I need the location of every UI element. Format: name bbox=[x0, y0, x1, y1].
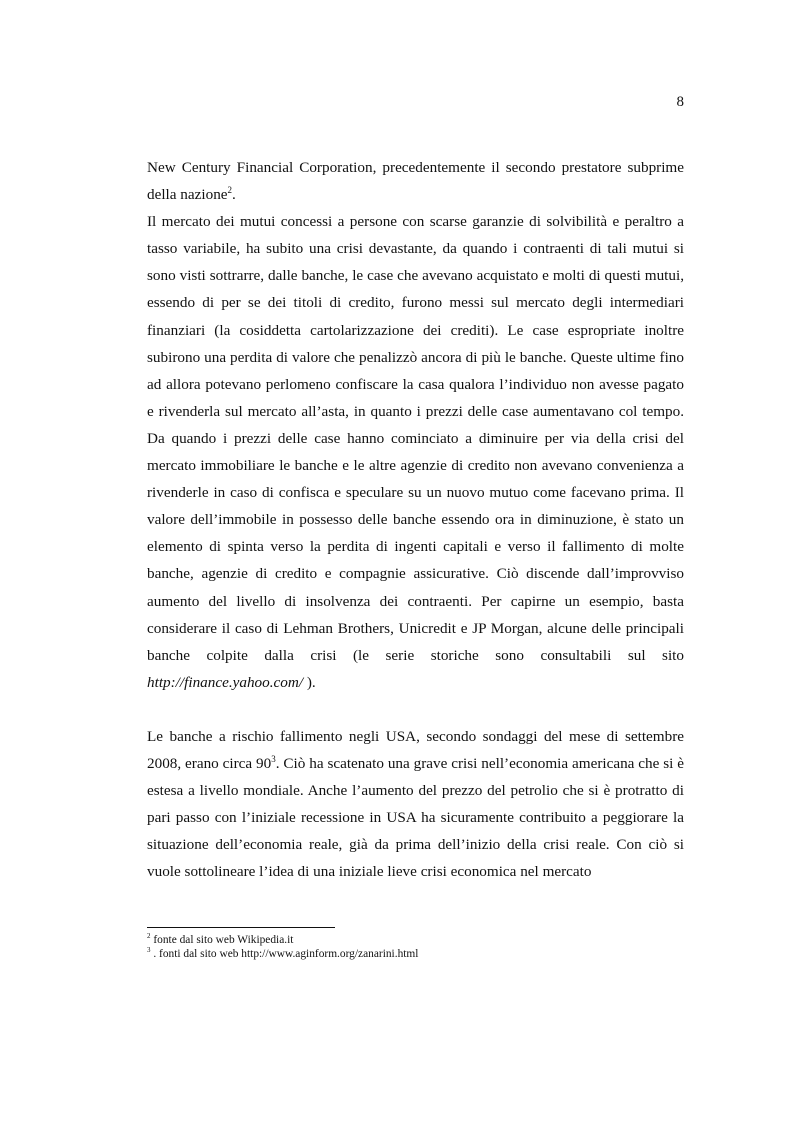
paragraph-1-text: New Century Financial Corporation, precedentemente il secondo prestatore subprime della nazione bbox=[147, 159, 684, 204]
footnote-2 bbox=[147, 933, 684, 947]
footnote-divider bbox=[147, 927, 335, 928]
paragraph-2 bbox=[147, 208, 684, 696]
footnotes bbox=[147, 933, 684, 961]
paragraph-2-text: Il mercato dei mutui concessi a persone con scarse garanzie di solvibilità e peraltro a tasso variabile, ha subito una crisi devastante, da quando i contraenti di tali mutui si sono visti sottrarre, dalle banche, le case che avevano acquistato e molti di questi mutui, essendo di per se dei titoli di credito, furono messi sul mercato degli intermediari finanziari (la cosiddetta cartolarizzazione dei crediti). Le case espropriate inoltre subirono una perdita di valore che penalizzò ancora di più le banche. Queste ultime fino ad allora potevano perlomeno confiscare la casa qualora l’individuo non avesse pagato e rivenderla sul mercato all’asta, in quanto i prezzi delle case aumentavano col tempo. Da quando i prezzi delle case hanno cominciato a diminuire per via della crisi del mercato immobiliare le banche e le altre agenzie di credito non avevano convenienza a rivenderle in caso di confisca e speculare su un nuovo mutuo come facevano prima. Il valore dell’immobile in possesso delle banche essendo ora in diminuzione, è stato un elemento di spinta verso la perdita di ingenti capitali e verso il fallimento di molte banche, agenzie di credito e compagnie assicurative. Ciò discende dall’improvviso aumento del livello di insolvenza dei contraenti. Per capirne un esempio, basta considerare il caso di Lehman Brothers, Unicredit e JP Morgan, alcune delle principali banche colpite dalla crisi (le serie storiche sono consultabili sul sito bbox=[147, 213, 684, 664]
page-number: 8 bbox=[676, 94, 684, 110]
paragraph-1 bbox=[147, 154, 684, 208]
body-text bbox=[147, 154, 684, 885]
footnote-3-text: . fonti dal sito web http://www.aginform.org/zanarini.html bbox=[150, 948, 419, 960]
paragraph-3-text: Le banche a rischio fallimento negli USA, secondo sondaggi del mese di settembre 2008, erano circa 90 bbox=[147, 727, 684, 772]
paragraph-2-text-end: ). bbox=[303, 673, 316, 691]
paragraph-3 bbox=[147, 723, 684, 886]
footnote-3 bbox=[147, 947, 684, 961]
footnote-ref-2: 2 bbox=[227, 185, 233, 196]
finance-yahoo-link[interactable]: http://finance.yahoo.com/ bbox=[147, 673, 304, 691]
paragraph-3-text-end: . Ciò ha scatenato una grave crisi nell’economia americana che si è estesa a livello mondiale. Anche l’aumento del prezzo del petrolio che si è protratto di pari passo con l’iniziale recessione in USA ha sicuramente contribuito a peggiorare la situazione dell’economia reale, già da prima dell’inizio della crisi reale. Con ciò si vuole sottolineare l’idea di una iniziale lieve crisi economica nel mercato bbox=[147, 754, 684, 881]
footnote-mark-2: 2 bbox=[147, 932, 151, 941]
footnote-mark-3: 3 bbox=[147, 946, 151, 955]
footnote-2-text: fonte dal sito web Wikipedia.it bbox=[150, 934, 294, 946]
paragraph-1-text-end: . bbox=[232, 186, 236, 204]
footnote-ref-3: 3 bbox=[271, 753, 276, 764]
